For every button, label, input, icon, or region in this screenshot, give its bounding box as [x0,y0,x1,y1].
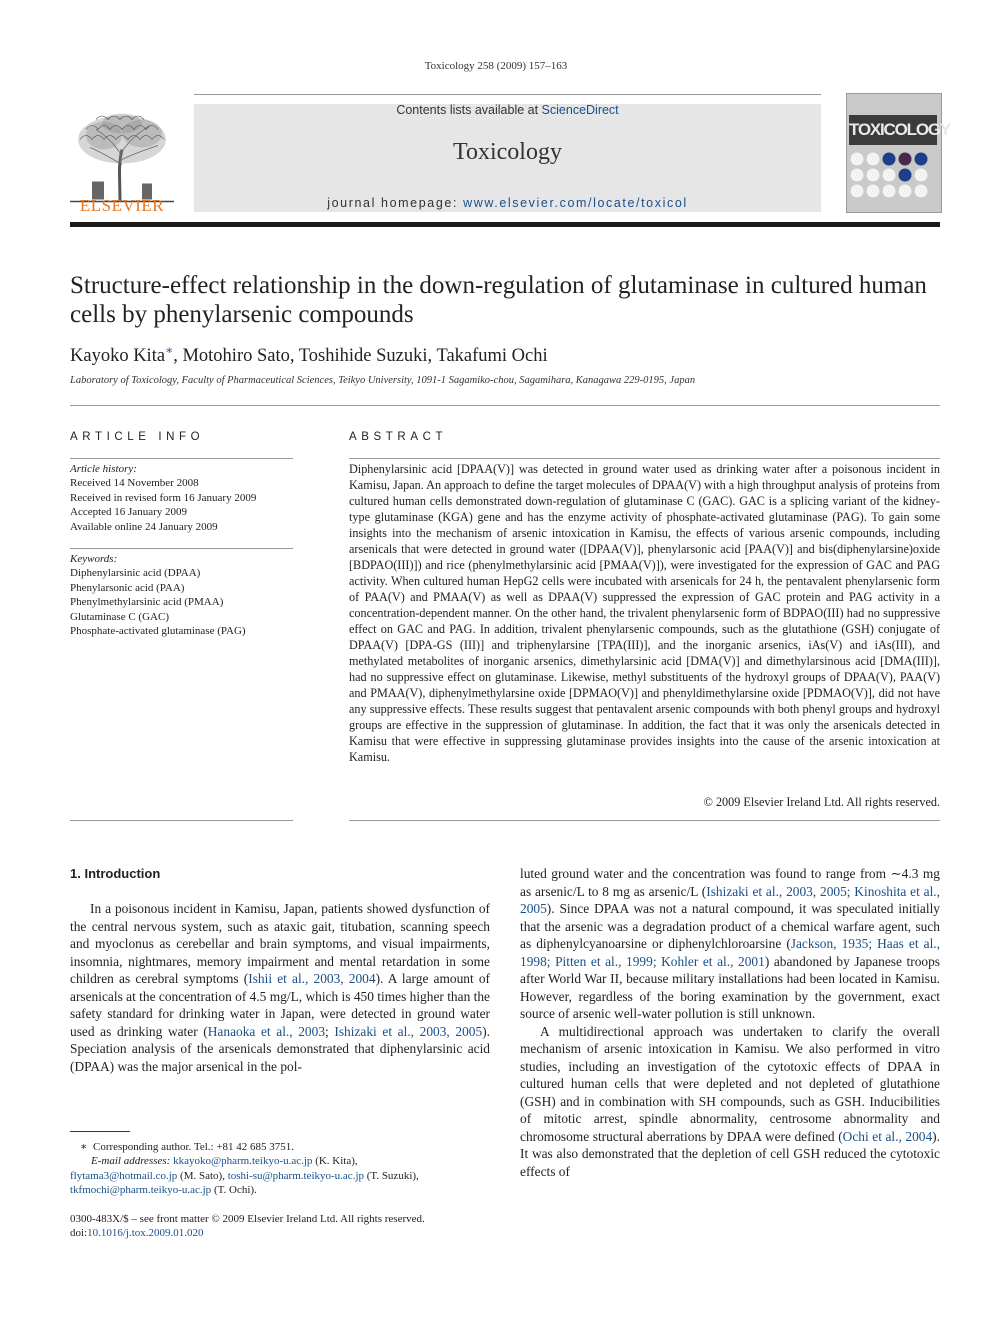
body-text: ). Since DPAA was not a natural compound, it was speculated initially that the arsenic was a degradation product of a chemical warfare agent, such as diphenylcyanoarsine or diphenylchloroarsine ( [520,901,940,951]
divider [349,820,940,821]
divider [70,458,293,459]
email-owner: (K. Kita), [312,1155,358,1168]
corresponding-author-mark[interactable]: ∗ [165,343,174,357]
intro-right-column [520,865,940,1180]
keywords-label: Keywords: [70,553,118,565]
citation-link[interactable]: Hanaoka et al., 2003 [207,1023,326,1039]
contents-availability [194,103,821,117]
email-owner: (T. Suzuki), [364,1169,419,1182]
divider [349,458,940,459]
cover-dot-pattern [849,151,937,207]
intro-paragraph [520,1023,940,1181]
contents-prefix: Contents lists available at [396,103,542,117]
divider [70,405,940,406]
email-link[interactable]: toshi-su@pharm.teikyo-u.ac.jp [227,1169,364,1182]
history-item: Accepted 16 January 2009 [70,506,187,519]
article-info-heading: ARTICLE INFO [70,431,205,443]
divider [70,820,293,821]
citation-link[interactable]: Jackson, 1935; Haas et al., 1998; Pitten et al., 1999; Kohler et al., 2001 [520,936,940,969]
footnote-mark: ∗ [80,1141,88,1153]
body-text: ) abandoned by Japanese troops after World War II, because military installations had been located in Kamisu. However, regardless of the boring examination by the government, exact source of arsenic well-water pollution is still unknown. [520,953,940,1021]
keyword: Phenylmethylarsinic acid (PMAA) [70,596,224,609]
citation-link[interactable]: Ochi et al., 2004 [842,1128,933,1144]
section-heading-introduction: 1. Introduction [70,866,161,881]
corresponding-author-note: Corresponding author. Tel.: +81 42 685 3751. [92,1141,295,1153]
article-history [70,462,293,534]
body-text: ). Speciation analysis of the arsenicals demonstrated that diphenylarsinic acid (DPAA) was the major arsenical in the pol- [70,1023,490,1074]
email-label: E-mail addresses: [91,1155,171,1168]
keywords [70,552,293,638]
email-link[interactable]: flytama3@hotmail.co.jp [70,1169,178,1182]
journal-name: Toxicology [453,139,562,165]
history-item: Available online 24 January 2009 [70,520,218,533]
email-link[interactable]: tkfmochi@pharm.teikyo-u.ac.jp [70,1183,212,1196]
doi-label: doi: [70,1227,88,1240]
body-text: In a poisonous incident in Kamisu, Japan, patients showed dysfunction of the central nervous system, such as ataxic gait, titubation, scanning speech and myoclonus as cerebellar and brain symptoms, and visual impairments, insomnia, nightmares, memory impairment and mental retardation in some children as cerebral symptoms ( [70,901,490,986]
body-text: luted ground water and the concentration was found to range from ∼4.3 mg as arsenic/L to 8 mg as arsenic/L ( [520,866,940,899]
elsevier-wordmark: ELSEVIER [79,196,165,215]
keyword: Glutaminase C (GAC) [70,610,169,623]
body-text: ). It was also demonstrated that the depletion of cell GSH reduced the cytotoxic effects of [520,1128,940,1179]
author-name: Takafumi Ochi [436,346,548,367]
abstract-heading: ABSTRACT [349,431,448,443]
abstract-copyright: © 2009 Elsevier Ireland Ltd. All rights reserved. [703,795,940,809]
author-list: Kayoko Kita∗, Motohiro Sato, Toshihide Suzuki, Takafumi Ochi [70,343,548,367]
citation-link[interactable]: Ishii et al., 2003, 2004 [248,971,376,986]
abstract-text: Diphenylarsinic acid [DPAA(V)] was detected in ground water used as drinking water after a poisonous incident in Kamisu, Japan. An approach to define the target molecules of DPAA(V) with a high throughput analysis of proteins from cultured human cells demonstrated down-regulation of glutaminase C (GAC). GAC is a splicing variant of the kidney-type glutaminase (KGA) gene and has the enzyme activity of phosphate-activated glutaminase (PAG). To gain some insights into the mechanism of arsenic intoxication in Kamisu, the effects of various arsenic compounds, including arsenicals that were detected in ground water ([DPAA(V)], phenylarsonic acid [PAA(V)] and bis(diphenylarsine)oxide [BDPAO(III)]) and rice (phenylmethylarsinic acid [PMAA(V)]), were investigated for the expression of GAC and PAG activity. When cultured human HepG2 cells were incubated with arsenicals for 24 h, the pentavalent phenylarsenic form of PAA(V) and PMAA(V) as well as DPAA(V) suppressed the expression of GAC protein and PAG activity in a concentration-dependent manner. On the other hand, the trivalent phenylarsenic form of BDPAO(III) had no suppressive effect on GAC and PAG. In addition, trivalent phenylarsenic compounds, such as the glutathione (GSH) conjugate of DPAA(V) [DPA-GS (III)] and triphenylarsine [TPA(III)], and the inorganic arsenics, iAs(V) and iAs(III), and methylated metabolites of inorganic arsenics, dimethylarsinic acid [DMA(V)] and dimethylarsinous acid [DMA(III)], had no suppressive effect on glutaminase. Likewise, methyl substituents of the hydroxyl groups of DPAA(V), PAA(V) and PMAA(V), diphenylmethylarsine oxide [DPMAO(V)] and phenyldimethylarsine oxide [PDMAO(V)], did not have any suppressive effects. These results suggest that pentavalent arsenic compounds with both phenyl groups and hydroxyl groups are effective in the suppression of glutaminase. In addition, the fact that it was only the arsenicals detected in Kamisu that were effective in suppressing glutaminase provides insights into the cause of the arsenic intoxication at Kamisu. [349,462,940,764]
journal-homepage [194,196,821,210]
history-label: Article history: [70,463,137,475]
front-matter [70,1212,490,1241]
journal-citation: Toxicology 258 (2009) 157–163 [424,60,568,72]
article-title: Structure-effect relationship in the down-regulation of glutaminase in cultured human cells by phenylarsenic compounds [70,272,927,328]
author-name: Motohiro Sato [182,346,290,367]
intro-paragraph [520,865,940,1023]
body-text: ). A large amount of arsenicals at the concentration of 4.5 mg/L, which is 450 times higher than the safety standard for drinking water in Japan, were detected in ground water used as drinking water ( [70,971,490,1039]
body-text: ; [325,1023,335,1039]
citation-link[interactable]: Ishizaki et al., 2003, 2005; Kinoshita et al., 2005 [520,883,940,916]
email-owner: (M. Sato), [177,1169,225,1182]
citation-link[interactable]: Ishizaki et al., 2003, 2005 [334,1023,483,1039]
footnotes [70,1140,490,1197]
doi-link[interactable]: 10.1016/j.tox.2009.01.020 [87,1227,204,1240]
keyword: Phenylarsonic acid (PAA) [70,581,185,594]
intro-paragraph [70,900,490,1075]
keyword: Phosphate-activated glutaminase (PAG) [70,625,246,638]
homepage-prefix: journal homepage: [327,196,464,210]
history-item: Received 14 November 2008 [70,477,199,490]
masthead-rule [70,222,940,227]
author-name: Kayoko Kita [70,346,166,367]
intro-left-column [70,900,490,1075]
issn-line: 0300-483X/$ – see front matter © 2009 Elsevier Ireland Ltd. All rights reserved. [70,1213,425,1225]
sciencedirect-link[interactable]: ScienceDirect [541,103,619,117]
history-item: Received in revised form 16 January 2009 [70,491,257,504]
author-name: Toshihide Suzuki [298,346,428,367]
footnote-rule [70,1131,130,1132]
body-text: A multidirectional approach was undertaken to clarify the overall mechanism of arsenic intoxication in Kamisu. We also performed in vitro studies, including an investigation of the cytotoxic effects of DPAA in cultured human cells that were depleted and not depleted of glutathione (GSH) and in combination with SH compounds, such as GSH. Inducibilities of mitotic arrest, spindle abnormality, centrosome abnormality and chromosome structural aberrations by DPAA were defined ( [520,1023,940,1144]
email-owner: (T. Ochi). [211,1183,257,1196]
divider [70,548,293,549]
homepage-link[interactable]: www.elsevier.com/locate/toxicol [463,196,688,210]
keyword: Diphenylarsinic acid (DPAA) [70,567,201,580]
banner-top-rule [194,94,821,95]
cover-title: TOXICOLOGY [849,115,937,145]
affiliation: Laboratory of Toxicology, Faculty of Pharmaceutical Sciences, Teikyo University, 1091-1 Sagamiko-chou, Sagamihara, Kanagawa 229-0195, Japan [70,375,696,386]
email-link[interactable]: kkayoko@pharm.teikyo-u.ac.jp [173,1155,313,1168]
